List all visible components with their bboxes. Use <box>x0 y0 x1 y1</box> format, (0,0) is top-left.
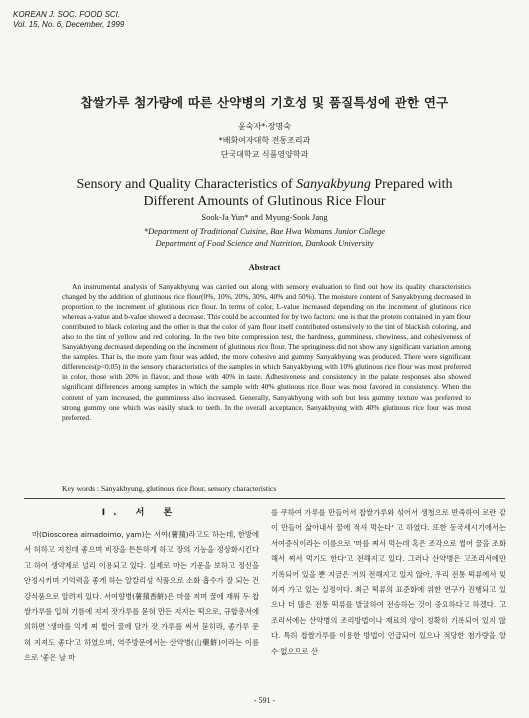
section-heading: I. 서 론 <box>101 508 181 518</box>
korean-affiliation-1: *배화여자대학 전통조리과 <box>218 136 311 145</box>
page-number: - 591 - <box>253 696 276 705</box>
body-column-left: 마(Dioscorea aimadoimo, yam)는 서여(薯蕷)라고도 하는데, 한방에서 허하고 지친데 좋으며 비장을 튼튼하게 하고 장의 기능을 정상화시킨다고 하여 생약제로 널리 이용되고 있다. 실제로 마는 기운을 보하고 정신을 안정시키며 기억력을 좋게 하는 알칼리성 식품으로 소화 흡수가 잘 되는 건강식품으로 알려져 있다. 서여향병(薯蕷香餠)은 마를 저며 꿀에 재워 두 찹쌀가루를 입혀 기름에 지져 잣가루를 묻혀 만든 지지는 떡으로, 규합총서에 의하면 '생마를 익게 쪄 썰어 꿀에 담가 잣 가루를 써서 묻히라, 좋가루 문혀 지져도 좋다'고 하였으며, 역주방문에서는 산약병(山藥餠)이라는 이름으로 '좋은 날 마 <box>24 530 259 663</box>
english-title-line-2: Different Amounts of Glutinous Rice Flour <box>143 194 386 209</box>
body-column-right: 를 쿠하여 가루를 만들어서 찹쌀가루와 섞어서 생청으로 반죽하여 로란 같이 만들어 삶아내서 꿀에 적셔 먹는다' 고 하였다. 또한 동국세시기에서는 서여증식이라는 이름으로 '마를 쪄서 먹는데 혹은 조각으로 썰어 꿀을 조화해서 쪄서 먹기도 한다'고 전해지고 있다. 그러나 산약병은 고조리서에만 기록되어 있을 뿐 지금은 거의 전해지고 있지 않아, 우리 전통 떡류에서 잊혀져 가고 있는 실정이다. 최근 떡류의 표준화에 위한 연구가 진행되고 있으나 더 많은 전통 떡류를 발굴하여 전승하는 것이 중요하다고 하겠다. 고조리서에는 산약병의 조리방법이나 재료의 양이 정확히 기록되어 있지 않다. 특히 찹쌀가루를 이용한 방법이 언급되어 있으나 적당한 첨가량을 알 수 없으므로 산 <box>271 508 506 656</box>
english-authors: Sook-Ja Yun* and Myung-Sook Jang <box>201 212 328 222</box>
keywords: Key words : Sanyakbyung, glutinous rice flour, sensory characteristics <box>62 484 277 493</box>
abstract-body: An instrumental analysis of Sanyakbyung was carried out along with sensory evaluation to find out how its quality characteristics changed by the addition of glutinous rice flour(0%, 10%, 20%, 30%, 40% and 50%). The moisture content of Sanyakbyung decreased in proportion to the increment of glutinous rice flour. In terms of color, L-value increased depending on the increment of glutinous rice whereas a-value and b-value showed a decrease. This could be accounted for by two factors: one is that the protein contained in yam flour contributed to black coloring and the other is that the color of yam flour itself contributed ostensively to the tint of blackish coloring, and also to the tint of yellow and red coloring. In the two bite compression test, the hardness, gumminess, chewiness, and cohesiveness of Sanyakbyung decreased depending on the increment of glutinous rice flour. The springiness did not show any significant variation among the samples. That is, the more yam flour was added, the more cohesive and gummy Sanyakbyung was produced. There were significant differences(p<0.05) in the sensory characteristics of the samples in which Sanyakbyung with 10% glutinous rice flour was most preferred in color, those with 20% in flavor, and those with 40% in taste. Adhesiveness and consistency in the palate responses also showed significant differences among samples in which the sample with 40% glutinous rice flour was most favored in consistency. When the content of yam increased, the gumminess also increased. Generally, Sanyakbyung with soft but less gummy texture was preferred to strong gummy one which was easily stuck to teeth. In the overall acceptance, Sanyakbyung with 40% glutinous rice four was most preferred. <box>62 282 471 422</box>
english-affiliation-1: *Department of Traditional Cuisine, Bae Hwa Womans Junior College <box>143 226 386 236</box>
english-affiliation-2: Department of Food Science and Nutrition, Dankook University <box>155 238 374 248</box>
korean-title: 찹쌀가루 첨가량에 따른 산약병의 기호성 및 품질특성에 관한 연구 <box>80 95 449 110</box>
abstract-heading: Abstract <box>248 262 281 272</box>
section-divider <box>24 498 505 499</box>
korean-affiliation-2: 단국대학교 식품영양학과 <box>220 150 309 159</box>
english-title <box>0 176 529 210</box>
journal-volume: Vol. 15, No. 6, December, 1999 <box>13 20 125 29</box>
journal-header <box>13 10 124 30</box>
korean-authors: 윤숙자*·장명숙 <box>238 122 291 131</box>
journal-name: KOREAN J. SOC. FOOD SCI. <box>13 10 121 19</box>
english-title-line-1: Sensory and Quality Characteristics of Sanyakbyung Prepared with <box>76 177 453 192</box>
